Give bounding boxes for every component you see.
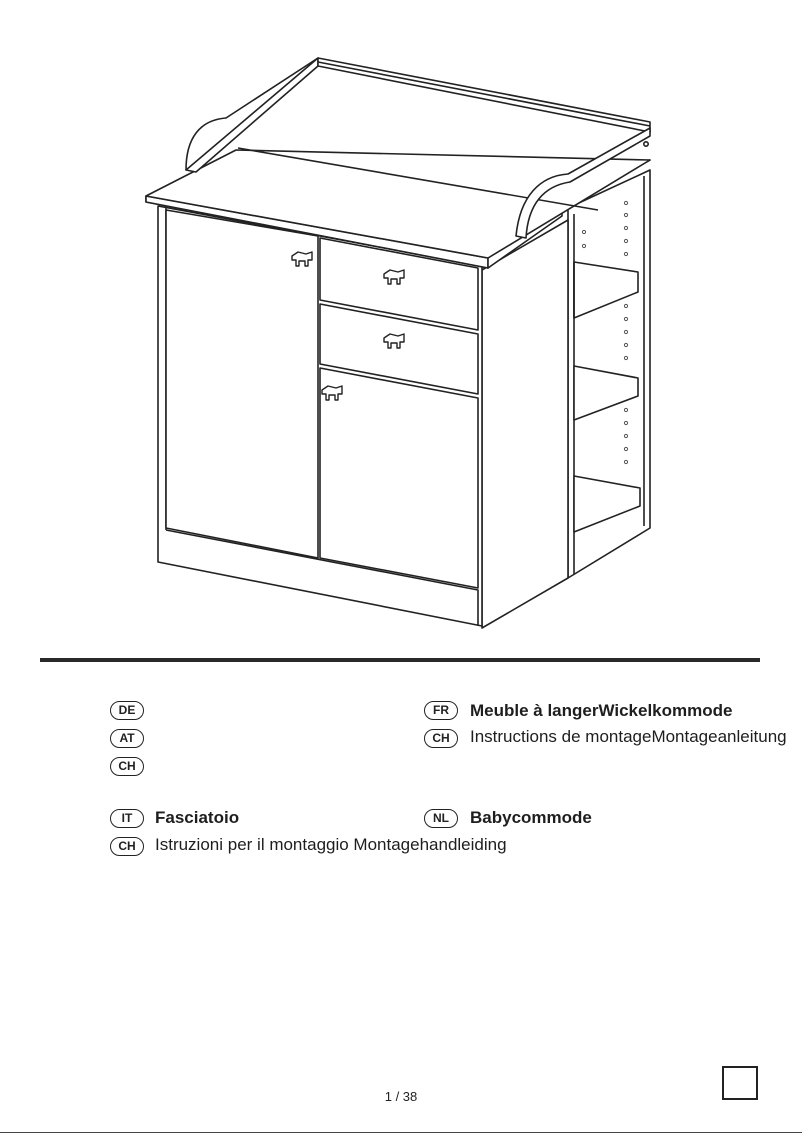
title-it: Fasciatoio — [155, 808, 240, 827]
divider-rule — [40, 658, 760, 662]
bottom-edge-line — [0, 1132, 802, 1133]
title-nl: Babycommode — [470, 808, 592, 827]
lang-badge-ch-fr: CH — [424, 729, 458, 748]
lang-badge-de: DE — [110, 701, 144, 720]
subtitle-fr: Instructions de montageMontageanleitung — [470, 727, 787, 746]
subtitle-it: Istruzioni per il montaggio Montagehandleiding — [155, 835, 507, 854]
lang-badge-ch-it: CH — [110, 837, 144, 856]
lang-badge-ch: CH — [110, 757, 144, 776]
lang-badge-nl: NL — [424, 809, 458, 828]
title-fr: Meuble à langerWickelkommode — [470, 701, 733, 720]
lang-badge-it: IT — [110, 809, 144, 828]
lang-badge-at: AT — [110, 729, 144, 748]
page-number: 1 / 38 — [384, 1089, 418, 1104]
corner-box — [722, 1066, 758, 1100]
lang-badge-fr: FR — [424, 701, 458, 720]
